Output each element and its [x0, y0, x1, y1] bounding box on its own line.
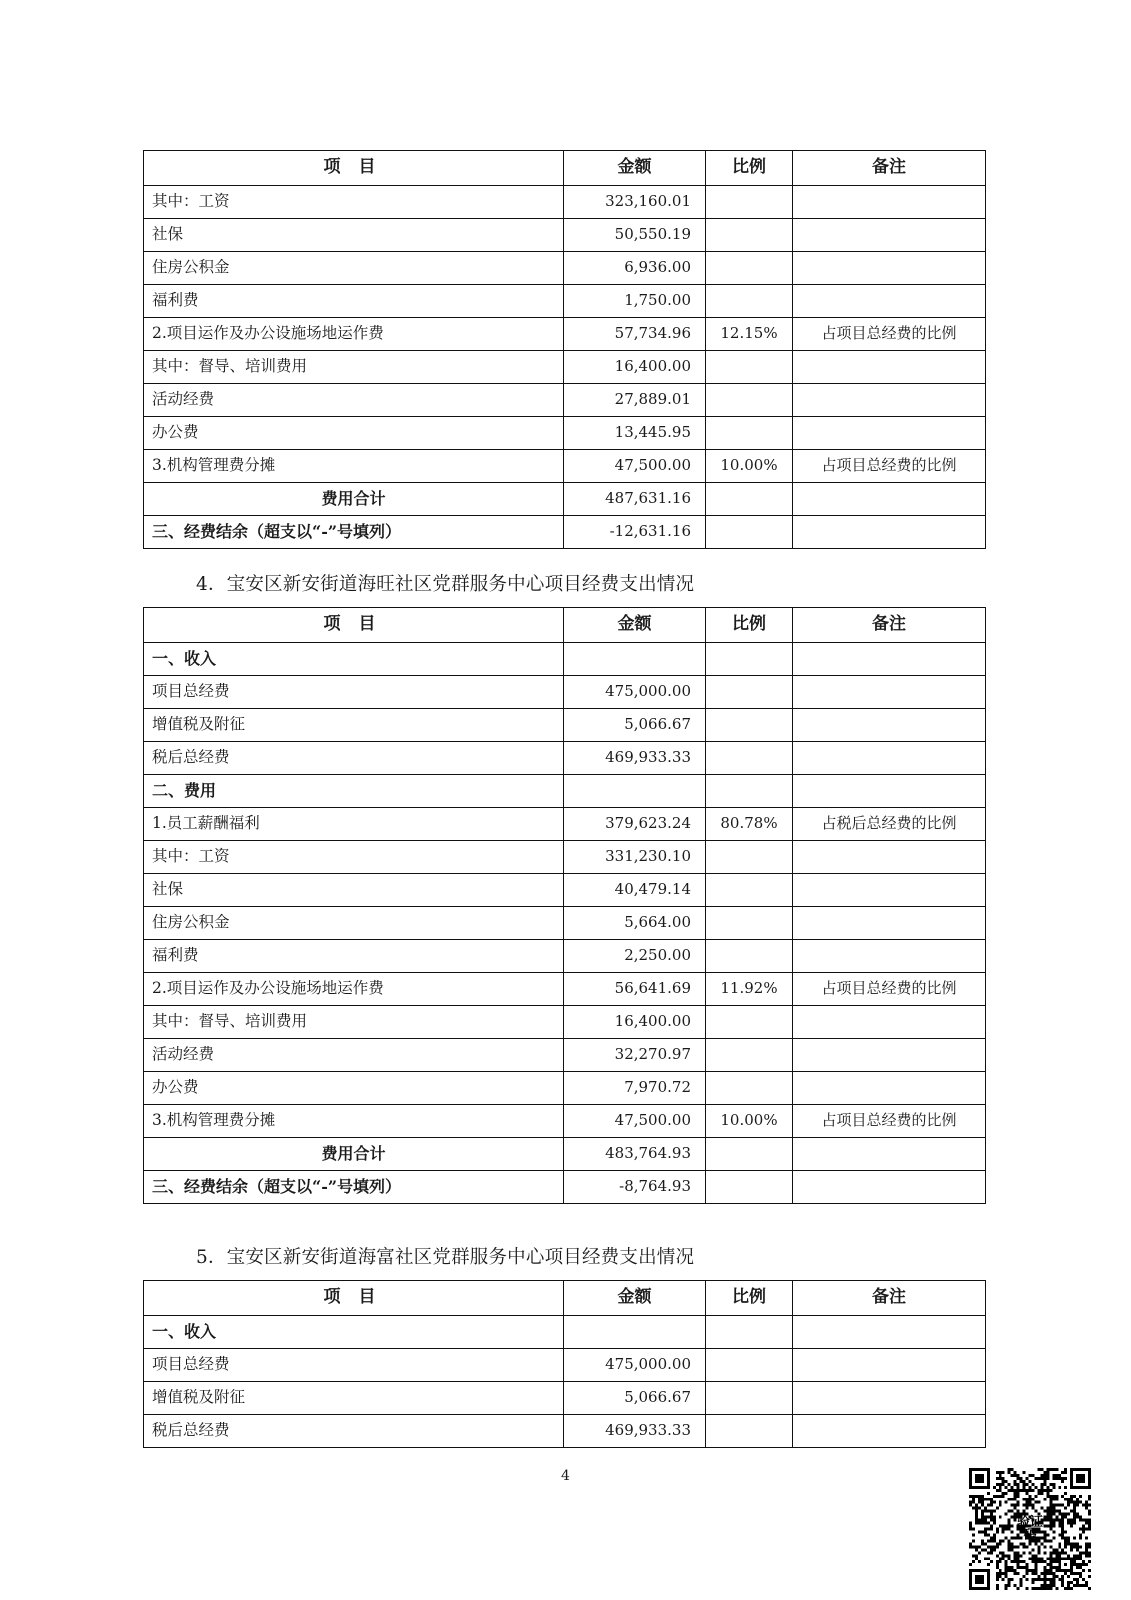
- cell-item: 项目总经费: [144, 1349, 564, 1382]
- table-row: [144, 973, 986, 1006]
- table-row: [144, 841, 986, 874]
- cell-item: 一、收入: [144, 1316, 564, 1349]
- expense-table-haifu: [143, 1280, 986, 1448]
- cell-remark: [793, 742, 986, 775]
- cell-item: 3.机构管理费分摊: [144, 1105, 564, 1138]
- table-row: [144, 252, 986, 285]
- cell-ratio: [706, 643, 793, 676]
- cell-amount: [564, 643, 706, 676]
- cell-remark: [793, 384, 986, 417]
- table-row: [144, 483, 986, 516]
- cell-amount: 5,664.00: [564, 907, 706, 940]
- cell-amount: 2,250.00: [564, 940, 706, 973]
- qr-overlay-label: 验证码: [1016, 1515, 1043, 1543]
- section-heading-4: 4．宝安区新安街道海旺社区党群服务中心项目经费支出情况: [196, 574, 695, 595]
- table-row: [144, 318, 986, 351]
- cell-item: 住房公积金: [144, 907, 564, 940]
- cell-ratio: [706, 186, 793, 219]
- cell-ratio: [706, 1171, 793, 1204]
- table-row: [144, 742, 986, 775]
- table-row: [144, 450, 986, 483]
- cell-ratio: [706, 940, 793, 973]
- cell-ratio: [706, 351, 793, 384]
- cell-ratio: [706, 742, 793, 775]
- cell-ratio: 11.92%: [706, 973, 793, 1006]
- cell-amount: 7,970.72: [564, 1072, 706, 1105]
- cell-amount: [564, 775, 706, 808]
- cell-remark: 占税后总经费的比例: [793, 808, 986, 841]
- cell-remark: [793, 1039, 986, 1072]
- cell-amount: 47,500.00: [564, 1105, 706, 1138]
- table-header-row: [144, 151, 986, 186]
- table-row: [144, 676, 986, 709]
- cell-ratio: 12.15%: [706, 318, 793, 351]
- cell-remark: [793, 516, 986, 549]
- table-row: [144, 808, 986, 841]
- table-row: [144, 1138, 986, 1171]
- cell-remark: [793, 874, 986, 907]
- cell-ratio: [706, 1072, 793, 1105]
- cell-item: 办公费: [144, 1072, 564, 1105]
- cell-item: 增值税及附征: [144, 1382, 564, 1415]
- cell-ratio: [706, 907, 793, 940]
- cell-item: 其中：工资: [144, 841, 564, 874]
- cell-remark: [793, 1349, 986, 1382]
- cell-remark: [793, 841, 986, 874]
- cell-item: 费用合计: [144, 483, 564, 516]
- table-row: [144, 709, 986, 742]
- cell-amount: 379,623.24: [564, 808, 706, 841]
- column-header-ratio: 比例: [706, 151, 793, 186]
- cell-item: 住房公积金: [144, 252, 564, 285]
- section-heading-5: 5．宝安区新安街道海富社区党群服务中心项目经费支出情况: [196, 1247, 695, 1268]
- table-row: [144, 186, 986, 219]
- table-row: [144, 1316, 986, 1349]
- column-header-ratio: 比例: [706, 608, 793, 643]
- cell-amount: 469,933.33: [564, 1415, 706, 1448]
- column-header-amount: 金额: [564, 1281, 706, 1316]
- cell-ratio: [706, 841, 793, 874]
- cell-ratio: 80.78%: [706, 808, 793, 841]
- cell-item: 社保: [144, 219, 564, 252]
- cell-item: 福利费: [144, 285, 564, 318]
- table-row: [144, 874, 986, 907]
- cell-remark: [793, 219, 986, 252]
- cell-item: 3.机构管理费分摊: [144, 450, 564, 483]
- cell-remark: [793, 1006, 986, 1039]
- cell-ratio: [706, 483, 793, 516]
- cell-item: 项目总经费: [144, 676, 564, 709]
- cell-amount: 475,000.00: [564, 676, 706, 709]
- cell-item: 三、经费结余（超支以“-”号填列）: [144, 516, 564, 549]
- table-row: [144, 1415, 986, 1448]
- column-header-item: 项 目: [144, 608, 564, 643]
- cell-amount: 469,933.33: [564, 742, 706, 775]
- table-header-row: [144, 1281, 986, 1316]
- cell-ratio: [706, 874, 793, 907]
- cell-ratio: [706, 1006, 793, 1039]
- cell-ratio: [706, 1316, 793, 1349]
- cell-amount: 13,445.95: [564, 417, 706, 450]
- cell-amount: 5,066.67: [564, 1382, 706, 1415]
- cell-remark: [793, 643, 986, 676]
- cell-item: 2.项目运作及办公设施场地运作费: [144, 973, 564, 1006]
- cell-ratio: [706, 775, 793, 808]
- cell-remark: 占项目总经费的比例: [793, 318, 986, 351]
- cell-remark: [793, 676, 986, 709]
- column-header-item: 项 目: [144, 1281, 564, 1316]
- cell-item: 1.员工薪酬福利: [144, 808, 564, 841]
- cell-amount: 56,641.69: [564, 973, 706, 1006]
- cell-ratio: [706, 516, 793, 549]
- cell-amount: 475,000.00: [564, 1349, 706, 1382]
- cell-item: 税后总经费: [144, 742, 564, 775]
- cell-remark: [793, 1415, 986, 1448]
- cell-ratio: [706, 676, 793, 709]
- expense-table-continued: [143, 150, 986, 549]
- cell-remark: [793, 483, 986, 516]
- cell-item: 社保: [144, 874, 564, 907]
- cell-remark: [793, 775, 986, 808]
- column-header-amount: 金额: [564, 151, 706, 186]
- table-row: [144, 1171, 986, 1204]
- cell-item: 三、经费结余（超支以“-”号填列）: [144, 1171, 564, 1204]
- table-row: [144, 1349, 986, 1382]
- cell-amount: 57,734.96: [564, 318, 706, 351]
- cell-ratio: [706, 1138, 793, 1171]
- table-row: [144, 219, 986, 252]
- cell-remark: [793, 1382, 986, 1415]
- cell-ratio: [706, 1415, 793, 1448]
- table-row: [144, 1039, 986, 1072]
- verification-qr-code: [969, 1468, 1091, 1590]
- table-row: [144, 940, 986, 973]
- cell-item: 活动经费: [144, 1039, 564, 1072]
- cell-ratio: [706, 384, 793, 417]
- cell-amount: 323,160.01: [564, 186, 706, 219]
- table-row: [144, 1072, 986, 1105]
- expense-table-haiwang: [143, 607, 986, 1204]
- cell-item: 福利费: [144, 940, 564, 973]
- cell-item: 活动经费: [144, 384, 564, 417]
- cell-item: 一、收入: [144, 643, 564, 676]
- cell-item: 费用合计: [144, 1138, 564, 1171]
- cell-item: 其中：督导、培训费用: [144, 351, 564, 384]
- cell-amount: 6,936.00: [564, 252, 706, 285]
- cell-amount: 50,550.19: [564, 219, 706, 252]
- table-header-row: [144, 608, 986, 643]
- column-header-amount: 金额: [564, 608, 706, 643]
- table-row: [144, 351, 986, 384]
- cell-item: 办公费: [144, 417, 564, 450]
- column-header-remark: 备注: [793, 151, 986, 186]
- cell-amount: 32,270.97: [564, 1039, 706, 1072]
- cell-amount: 483,764.93: [564, 1138, 706, 1171]
- table-row: [144, 907, 986, 940]
- cell-item: 其中：督导、培训费用: [144, 1006, 564, 1039]
- cell-item: 二、费用: [144, 775, 564, 808]
- cell-remark: [793, 285, 986, 318]
- cell-item: 2.项目运作及办公设施场地运作费: [144, 318, 564, 351]
- table-row: [144, 1105, 986, 1138]
- table-row: [144, 775, 986, 808]
- cell-ratio: 10.00%: [706, 450, 793, 483]
- table-row: [144, 1006, 986, 1039]
- cell-remark: 占项目总经费的比例: [793, 1105, 986, 1138]
- cell-item: 其中：工资: [144, 186, 564, 219]
- cell-amount: -12,631.16: [564, 516, 706, 549]
- cell-ratio: 10.00%: [706, 1105, 793, 1138]
- cell-remark: 占项目总经费的比例: [793, 973, 986, 1006]
- cell-ratio: [706, 285, 793, 318]
- cell-amount: 487,631.16: [564, 483, 706, 516]
- cell-ratio: [706, 417, 793, 450]
- cell-remark: [793, 252, 986, 285]
- cell-amount: 16,400.00: [564, 1006, 706, 1039]
- cell-ratio: [706, 219, 793, 252]
- column-header-ratio: 比例: [706, 1281, 793, 1316]
- table-row: [144, 384, 986, 417]
- cell-item: 税后总经费: [144, 1415, 564, 1448]
- column-header-remark: 备注: [793, 608, 986, 643]
- cell-remark: [793, 1072, 986, 1105]
- cell-remark: [793, 1171, 986, 1204]
- column-header-remark: 备注: [793, 1281, 986, 1316]
- cell-amount: 331,230.10: [564, 841, 706, 874]
- cell-ratio: [706, 252, 793, 285]
- table-row: [144, 643, 986, 676]
- cell-remark: [793, 709, 986, 742]
- cell-amount: [564, 1316, 706, 1349]
- cell-ratio: [706, 1382, 793, 1415]
- cell-remark: 占项目总经费的比例: [793, 450, 986, 483]
- cell-remark: [793, 907, 986, 940]
- column-header-item: 项 目: [144, 151, 564, 186]
- cell-remark: [793, 417, 986, 450]
- cell-remark: [793, 940, 986, 973]
- cell-amount: 1,750.00: [564, 285, 706, 318]
- cell-amount: 40,479.14: [564, 874, 706, 907]
- cell-remark: [793, 186, 986, 219]
- table-row: [144, 285, 986, 318]
- cell-ratio: [706, 1039, 793, 1072]
- cell-remark: [793, 1138, 986, 1171]
- cell-ratio: [706, 709, 793, 742]
- table-row: [144, 417, 986, 450]
- cell-amount: -8,764.93: [564, 1171, 706, 1204]
- cell-amount: 5,066.67: [564, 709, 706, 742]
- page-number: 4: [561, 1468, 570, 1484]
- table-row: [144, 1382, 986, 1415]
- table-row: [144, 516, 986, 549]
- cell-amount: 16,400.00: [564, 351, 706, 384]
- cell-ratio: [706, 1349, 793, 1382]
- cell-amount: 27,889.01: [564, 384, 706, 417]
- cell-remark: [793, 1316, 986, 1349]
- cell-remark: [793, 351, 986, 384]
- cell-amount: 47,500.00: [564, 450, 706, 483]
- cell-item: 增值税及附征: [144, 709, 564, 742]
